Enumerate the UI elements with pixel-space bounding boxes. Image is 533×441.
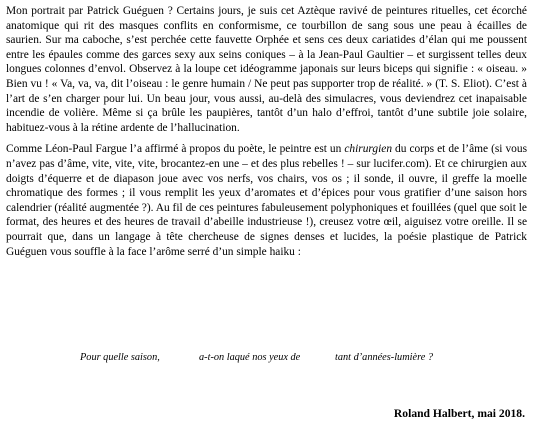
italic-word-chirurgien: chirurgien	[344, 143, 393, 156]
haiku-line-3: tant d’années-lumière ?	[335, 352, 433, 363]
paragraph-surgeon	[6, 142, 527, 259]
paragraph-portrait	[6, 4, 527, 135]
haiku-line-2: a-t-on laqué nos yeux de	[199, 352, 301, 363]
paragraph-portrait-text: Mon portrait par Patrick Guéguen ? Certains jours, je suis cet Aztèque ravivé de peintures rituelles, cet écorché anatomique qui rit des masques conflits en conformisme, ce tourbillon de sang sous une peau à écailles de saurien. Sur ma caboche, s’est perchée cette fauvette Orphée et sens ces deux cariatides d’élan qui me poussent entre les épaules comme des garces sexy aux seins coniques – à la Jean-Paul Gaultier – et surgissent telles deux longues colonnes d’envol. Observez à la loupe cet idéogramme japonais sur leurs biceps qui signifie : « oiseau. » Bien vu ! « Va, va, va, dit l’oiseau : le genre humain / Ne peut pas supporter trop de réalité. » (T. S. Eliot). C’est à l’art de s’en charger pour lui. Un beau jour, vous aussi, au-delà des simulacres, vous deviendrez cet inapaisable incendie de volière. Même si ça brûle les paupières, tantôt d’un halo d’effroi, tantôt d’une subtile joie solaire, habituez-vous à la rétine ardente de l’hallucination.	[6, 5, 527, 134]
document-body	[6, 4, 527, 259]
haiku-line-1: Pour quelle saison,	[80, 352, 160, 363]
paragraph-surgeon-text-end: du corps et de l’âme (si vous n’avez pas d’âme, vite, vite, vite, brocantez-en une – et des plus rebelles ! – sur lucifer.com). Et ce chirurgien aux doigts d’équerre et de diapason joue avec vos nerfs, vos chairs, vos os ; il sonde, il ouvre, il greffe la moelle chromatique des formes ; il vous remplit les yeux d’aromates et d’épices pour vous gratifier d’une saison hors calendrier (réalité augmentée ?). Au fil de ces peintures fabuleusement polyphoniques et fouillées (quel que soit le format, des heures et des heures de travail d’abeille industrieuse !), creusez votre œil, aiguisez votre oreille. Il se pourrait que, dans un langage à tête chercheuse de signes denses et lucides, la poésie plastique de Patrick Guéguen vous souffle à la face l’arôme serré d’un simple haiku :	[6, 143, 528, 258]
author-signature: Roland Halbert, mai 2018.	[393, 407, 525, 420]
paragraph-surgeon-text-start: Comme Léon-Paul Fargue l’a affirmé à propos du poète, le peintre est un	[6, 143, 345, 156]
